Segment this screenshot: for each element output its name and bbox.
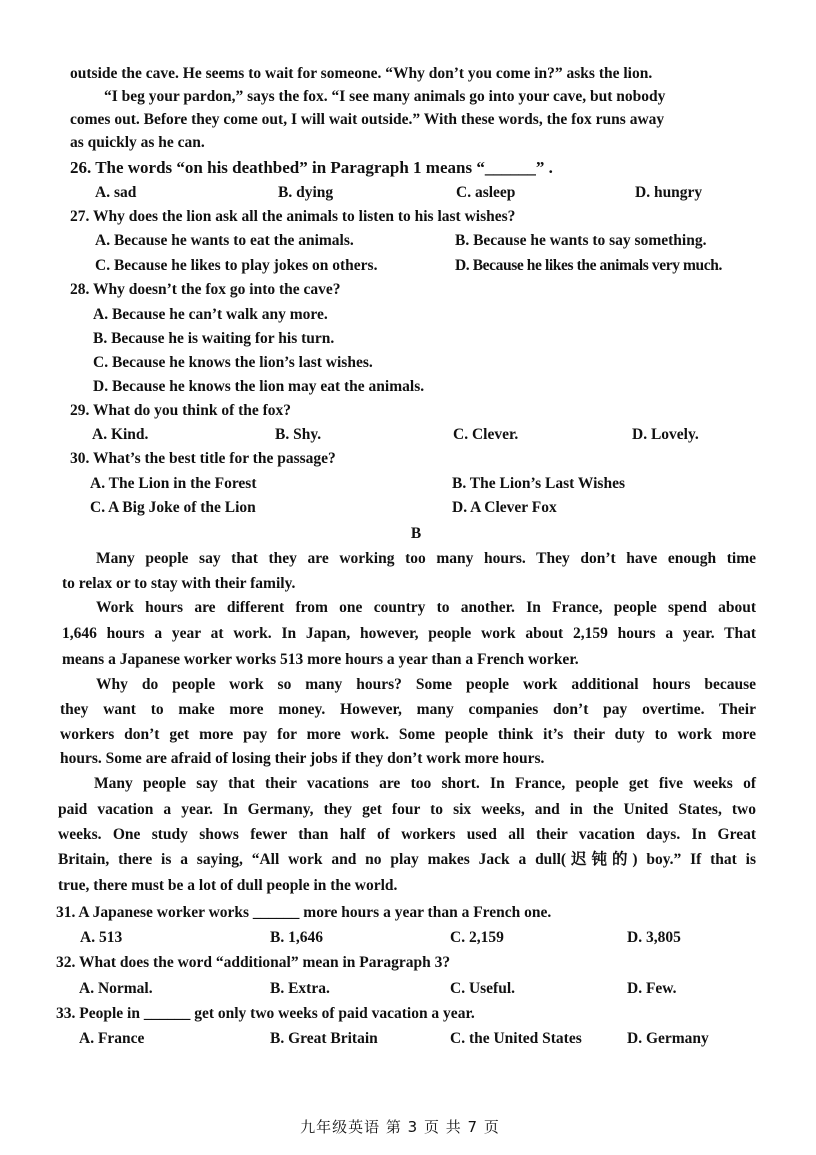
option-d: D. Because he knows the lion may eat the animals.: [93, 378, 425, 395]
option-b: B. dying: [278, 184, 334, 201]
option-d: D. Few.: [627, 980, 677, 997]
option-b: B. Because he wants to say something.: [455, 232, 707, 249]
option-c: C. Clever.: [453, 426, 519, 443]
option-d: D. Germany: [627, 1030, 709, 1047]
option-b: B. Extra.: [270, 980, 330, 997]
option-b: B. The Lion’s Last Wishes: [452, 475, 625, 492]
option-b: B. 1,646: [270, 929, 323, 946]
passage-line: Why do people work so many hours? Some people work additional hours because: [96, 676, 756, 693]
option-c: C. the United States: [450, 1030, 582, 1047]
passage-line: 1,646 hours a year at work. In Japan, however, people work about 2,159 hours a year. That: [62, 625, 756, 642]
passage-line: paid vacation a year. In Germany, they get four to six weeks, and in the United States, two: [58, 801, 756, 818]
passage-line: as quickly as he can.: [70, 134, 205, 151]
option-c: C. 2,159: [450, 929, 504, 946]
passage-line: Many people say that they are working too many hours. They don’t have enough time: [96, 550, 756, 567]
option-a: A. The Lion in the Forest: [90, 475, 257, 492]
option-c: C. Useful.: [450, 980, 516, 997]
option-a: A. Kind.: [92, 426, 149, 443]
option-c: C. A Big Joke of the Lion: [90, 499, 256, 516]
option-c: C. Because he likes to play jokes on others.: [95, 257, 378, 274]
option-a: A. 513: [80, 929, 123, 946]
passage-line: Work hours are different from one country to another. In France, people spend about: [96, 599, 756, 616]
option-c: C. Because he knows the lion’s last wishes.: [93, 354, 373, 371]
passage-line: weeks. One study shows fewer than half of workers used all their vacation days. In Great: [58, 826, 756, 843]
option-a: A. Normal.: [79, 980, 153, 997]
passage-line: outside the cave. He seems to wait for someone. “Why don’t you come in?” asks the lion.: [70, 65, 653, 82]
question-stem: 27. Why does the lion ask all the animals to listen to his last wishes?: [70, 208, 516, 225]
passage-line: hours. Some are afraid of losing their jobs if they don’t work more hours.: [60, 750, 545, 767]
option-b: B. Shy.: [275, 426, 322, 443]
option-a: A. France: [79, 1030, 145, 1047]
question-stem: 30. What’s the best title for the passage?: [70, 450, 336, 467]
question-stem: 31. A Japanese worker works ______ more hours a year than a French one.: [56, 904, 552, 921]
question-stem: 28. Why doesn’t the fox go into the cave?: [70, 281, 341, 298]
option-b: B. Great Britain: [270, 1030, 378, 1047]
option-d: D. Lovely.: [632, 426, 699, 443]
option-d: D. A Clever Fox: [452, 499, 557, 516]
passage-line: Many people say that their vacations are too short. In France, people get five weeks of: [94, 775, 756, 792]
question-stem: 26. The words “on his deathbed” in Paragraph 1 means “______” .: [70, 158, 553, 177]
passage-line: true, there must be a lot of dull people in the world.: [58, 877, 398, 894]
option-d: D. Because he likes the animals very much.: [455, 257, 722, 274]
option-a: A. sad: [95, 184, 137, 201]
passage-line: workers don’t get more pay for more work. Some people think it’s their duty to work more: [60, 726, 756, 743]
option-b: B. Because he is waiting for his turn.: [93, 330, 335, 347]
passage-line: they want to make more money. However, many companies don’t pay overtime. Their: [60, 701, 756, 718]
option-c: C. asleep: [456, 184, 516, 201]
question-stem: 32. What does the word “additional” mean in Paragraph 3?: [56, 954, 451, 971]
passage-line: to relax or to stay with their family.: [62, 575, 296, 592]
question-stem: 29. What do you think of the fox?: [70, 402, 292, 419]
passage-line: Britain, there is a saying, “All work and no play makes Jack a dull(迟钝的) boy.” If that is: [58, 851, 756, 868]
option-d: D. 3,805: [627, 929, 681, 946]
passage-line: “I beg your pardon,” says the fox. “I see many animals go into your cave, but nobody: [104, 88, 666, 105]
option-d: D. hungry: [635, 184, 703, 201]
passage-line: means a Japanese worker works 513 more hours a year than a French worker.: [62, 651, 579, 668]
question-stem: 33. People in ______ get only two weeks of paid vacation a year.: [56, 1005, 475, 1022]
passage-line: comes out. Before they come out, I will wait outside.” With these words, the fox runs away: [70, 111, 665, 128]
section-heading: B: [410, 525, 422, 542]
option-a: A. Because he can’t walk any more.: [93, 306, 328, 323]
option-a: A. Because he wants to eat the animals.: [95, 232, 354, 249]
page-footer: 九年级英语 第 3 页 共 7 页: [300, 1118, 500, 1136]
